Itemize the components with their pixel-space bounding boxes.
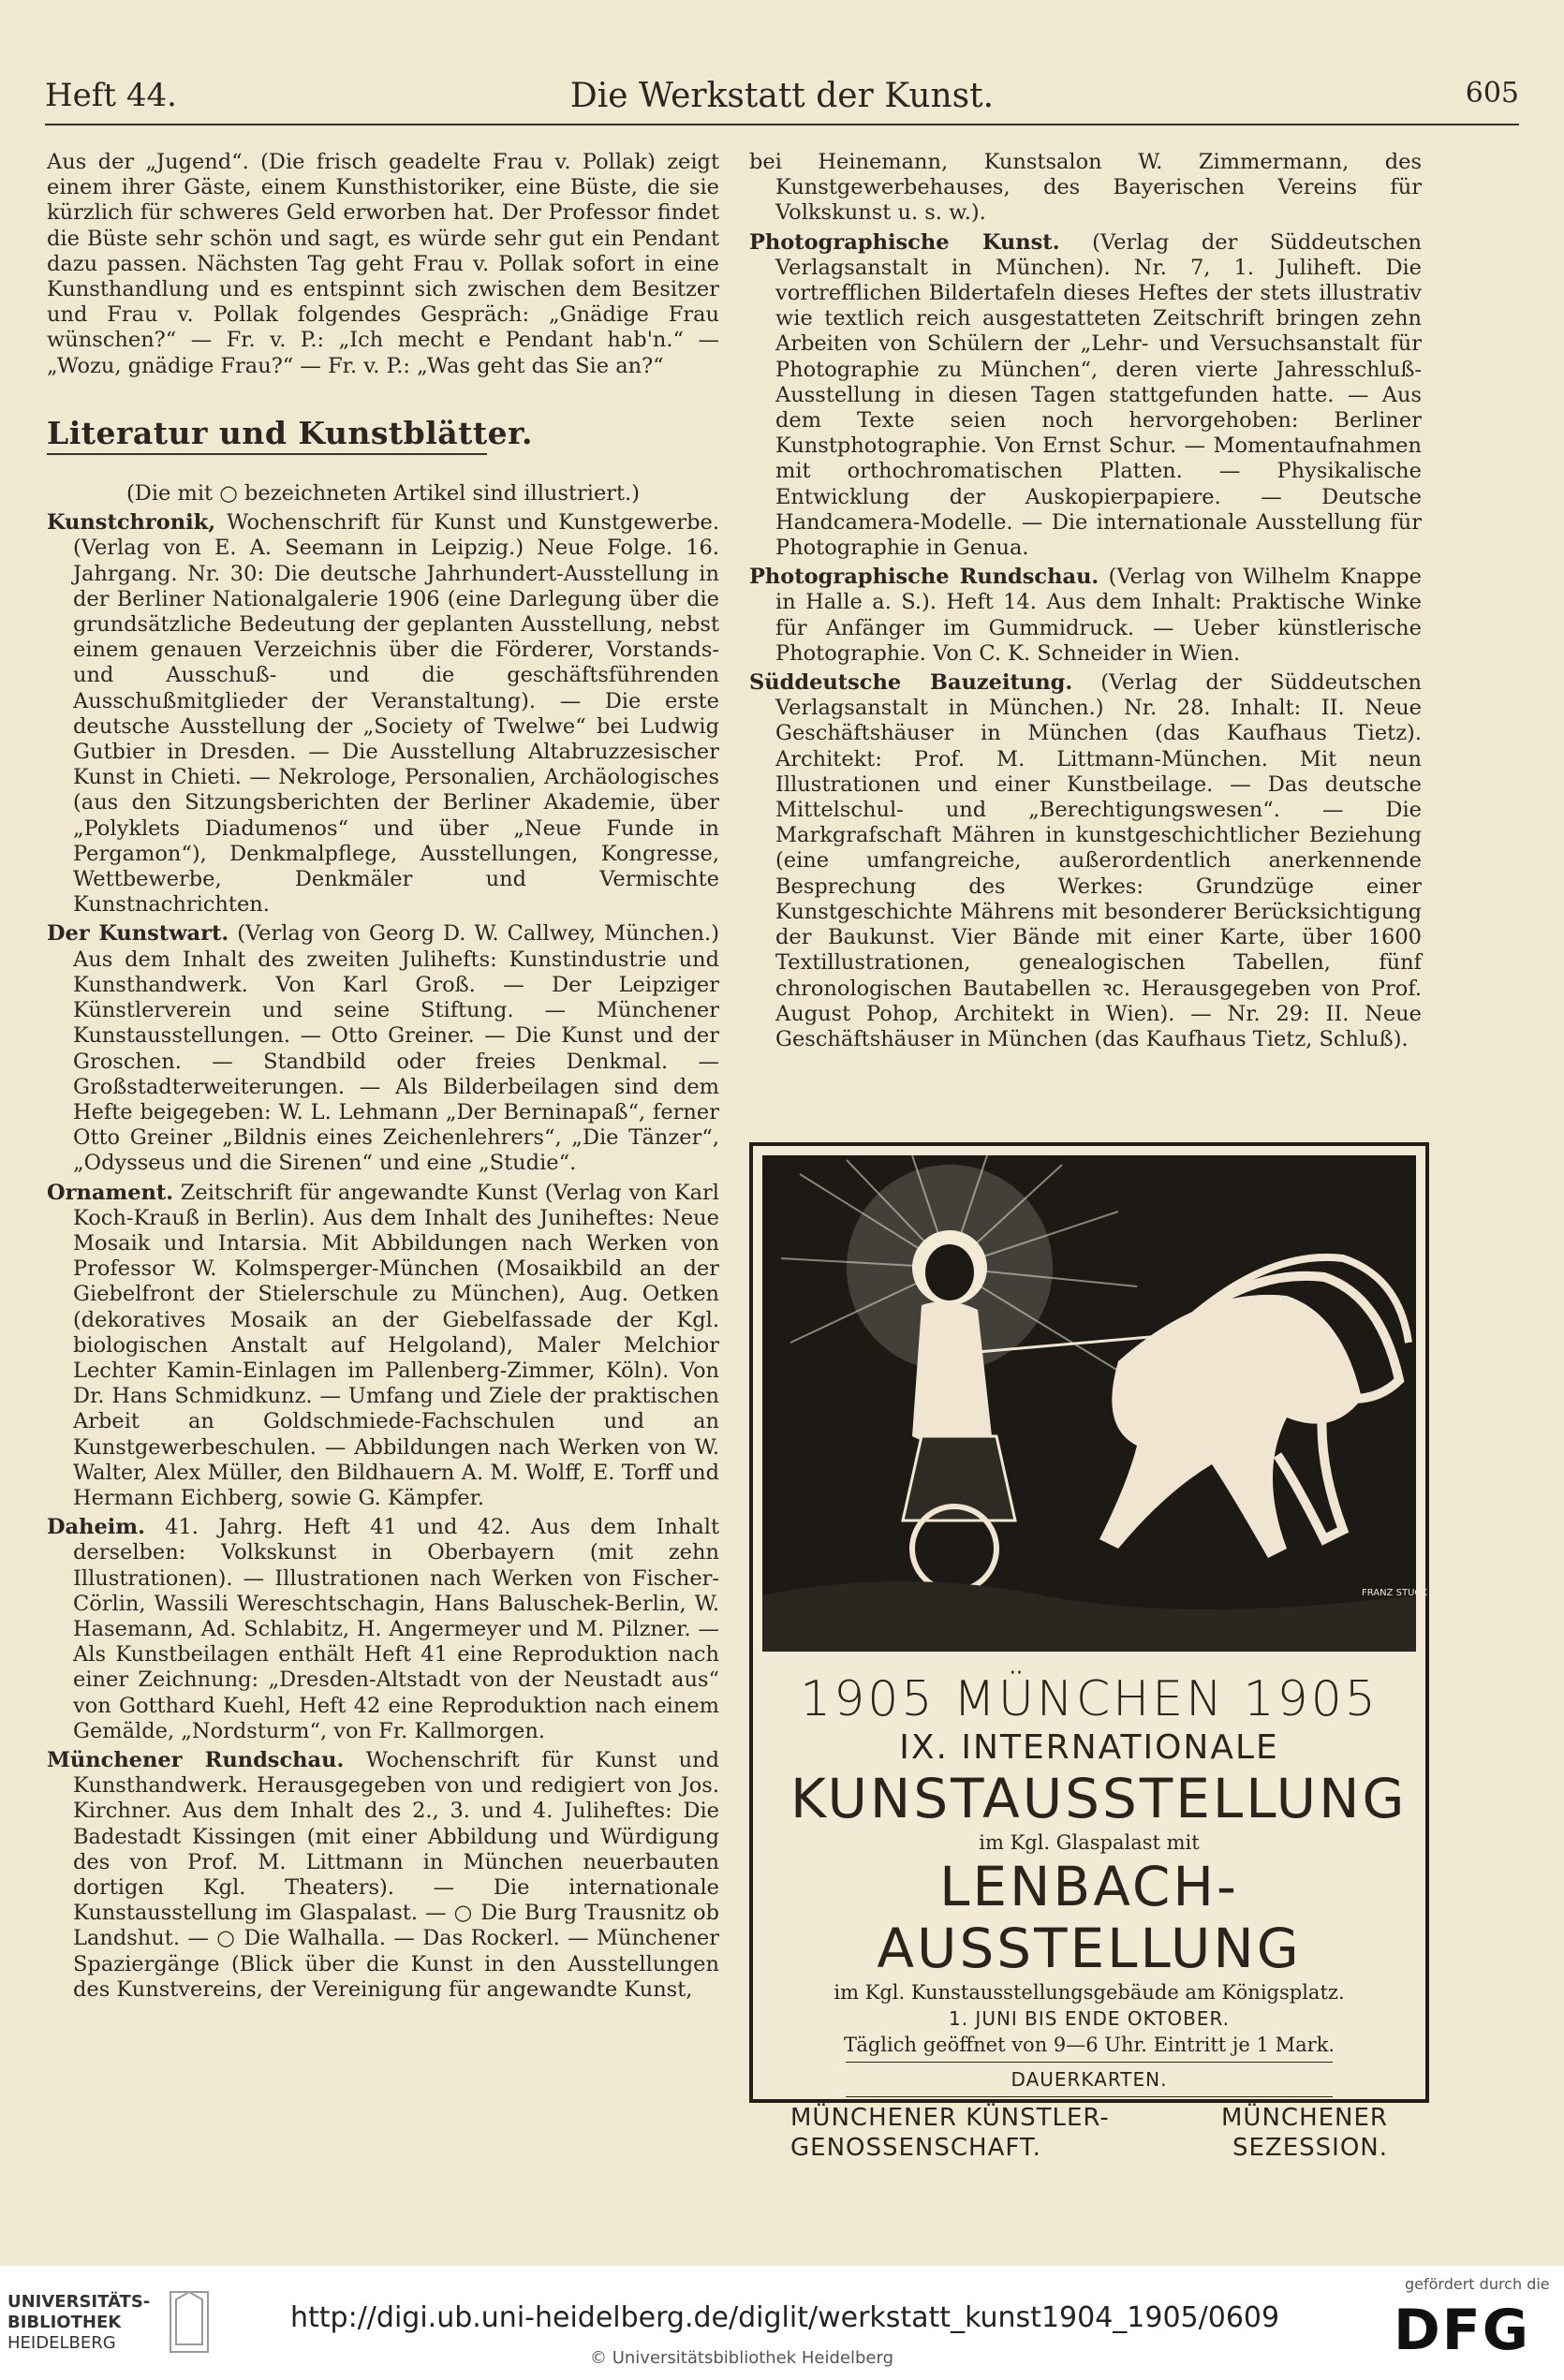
entry-daheim (47, 1515, 719, 1744)
entry-text: (Verlag von Wilhelm Knappe in Halle a. S.). Heft 14. Aus dem Inhalt: Praktische Winke für Anfänger im Gummidruck. — Ueber künstlerische Photographie. Von C. K. Schneider in Wien. (775, 565, 1422, 666)
section-title: Literatur und Kunstblätter. (47, 414, 533, 451)
poster-lenbach-title: LENBACH-AUSSTELLUNG (877, 1855, 1302, 1980)
poster-text (790, 1670, 1408, 2163)
entry-text: Wochenschrift für Kunst und Kunsthandwerk. Herausgegeben von und redigiert von Jos. Kirchner. Aus dem Inhalt des 2., 3. und 4. Juliheftes: Die Badestadt Kissingen (mit einer Abbildung und Würdigung des von Prof. M. Littmann in München neuerbauten dortigen Kgl. Theaters). — Die internationale Kunstausstellung im Glaspalast. — ○ Die Burg Trausnitz ob Landshut. — ○ Die Walhalla. — Das Rockerl. — Münchener Spaziergänge (Blick über die Kunst in den Ausstellungen des Kunstvereins, der Vereinigung für angewandte Kunst, (73, 1747, 719, 2002)
poster-rule (846, 2096, 1333, 2097)
entry-keyword: Der Kunstwart. (47, 921, 229, 947)
funder-label: gefördert durch die (1405, 2275, 1550, 2293)
chariot-illustration (762, 1155, 1427, 1652)
entry-text: 41. Jahrg. Heft 41 und 42. Aus dem Inhalt derselben: Volkskunst in Oberbayern (mit zehn Illustrationen). — Illustrationen nach Werken von Fischer-Cörlin, Wassili Wereschtschagin, Hans Baluschek-Berlin, W. Hasemann, Ad. Schlabitz, H. Angermeyer und M. Pilzner. — Als Kunstbeilagen enthält Heft 41 eine Reproduktion nach einer Zeichnung: „Dresden-Altstadt von der Neustadt aus“ von Gotthard Kuehl, Heft 42 eine Reproduktion nach einem Gemälde, „Nordsturm“, von Fr. Kallmorgen. (73, 1515, 719, 1743)
entry-sueddeutsche-bauzeitung (749, 670, 1422, 1052)
library-emblem-icon (167, 2288, 212, 2356)
journal-title: Die Werkstatt der Kunst. (569, 77, 995, 115)
permalink-url[interactable]: http://digi.ub.uni-heidelberg.de/diglit/werkstatt_kunst1904_1905/0609 (290, 2301, 1280, 2334)
poster-rule (846, 2062, 1333, 2063)
entry-text: (Verlag von Georg D. W. Callwey, München.) Aus dem Inhalt des zweiten Julihefts: Kunstindustrie und Kunsthandwerk. Von Karl Groß. — Der Leipziger Künstlerverein und seine Stiftung. — Münchener Kunstausstellungen. — Otto Greiner. — Die Kunst und der Groschen. — Standbild oder freies Denkmal. — Großstadterweiterungen. — Als Bilderbeilagen sind dem Hefte beigegeben: W. L. Lehmann „Der Berninapaß“, ferner Otto Greiner „Bildnis eines Zeichenlehrers“, „Die Tänzer“, „Odysseus und die Sirenen“ und eine „Studie“. (73, 921, 719, 1176)
issue-number: Heft 44. (45, 77, 177, 114)
poster-year-city: 1905 MÜNCHEN 1905 (800, 1671, 1379, 1727)
entry-text: (Verlag der Süddeutschen Verlagsanstalt in München.) Nr. 28. Inhalt: II. Neue Geschäftshäuser in München (das Kaufhaus Tietz). Architekt: Prof. M. Littmann-München. Mit neun Illustrationen und einer Kunstbeilage. — Das deutsche Mittelschul- und „Berechtigungswesen“. — Die Markgrafschaft Mähren in kunstgeschichtlicher Beziehung (eine umfangreiche, außerordentlich anerkennende Besprechung des Werkes: Grundzüge einer Kunstgeschichte Mährens mit besonderer Berücksichtigung der Baukunst. Vier Bände mit einer Karte, über 1600 Textillustrationen, genealogischen Tabellen, fünf chronologischen Bautabellen ꝛc. Herausgegeben von Prof. August Pohop, Architekt in Wien). — Nr. 29: II. Neue Geschäftshäuser in München (das Kaufhaus Tietz, Schluß). (775, 670, 1422, 1051)
entry-keyword: Ornament. (47, 1180, 174, 1205)
running-head (45, 77, 1519, 122)
entry-keyword: Kunstchronik, (47, 510, 216, 536)
right-column (749, 150, 1422, 1056)
entry-continuation: bei Heinemann, Kunstsalon W. Zimmermann, des Kunstgewerbehauses, des Bayerischen Vereins für Volkskunst u. s. w.). (749, 150, 1422, 226)
intro-anecdote: Aus der „Jugend“. (Die frisch geadelte Frau v. Pollak) zeigt einem ihrer Gäste, einem Kunsthistoriker, eine Büste, die sie kürzlich für schweres Geld erworben hat. Der Professor findet die Büste sehr schön und sagt, es würde sehr gut ein Pendant dazu passen. Nächsten Tag geht Frau v. Pollak sofort in eine Kunsthandlung und es entspinnt sich zwischen dem Besitzer und Frau v. Pollak folgendes Gespräch: „Gnädige Frau wünschen?“ — Fr. v. P.: „Ich mecht e Pendant hab'n.“ — „Wozu, gnädige Frau?“ — Fr. v. P.: „Was geht das Sie an?“ (47, 150, 719, 378)
left-column (47, 150, 719, 2006)
copyright-notice: © Universitätsbibliothek Heidelberg (590, 2348, 894, 2368)
library-logo-text (7, 2292, 150, 2354)
poster-edition: IX. INTERNATIONALE (899, 1728, 1279, 1767)
entry-kunstchronik (47, 510, 719, 918)
figure-head (925, 1244, 974, 1300)
artist-signature: FRANZ STUCK (1362, 1588, 1427, 1598)
digitization-footer (0, 2266, 1564, 2380)
entry-keyword: Photographische Kunst. (749, 229, 1060, 255)
poster-hours: Täglich geöffnet von 9—6 Uhr. Eintritt je 1 Mark. (843, 2034, 1335, 2056)
library-name-line3: HEIDELBERG (7, 2333, 116, 2353)
organizer-left: MÜNCHENER KÜNSTLER- GENOSSENSCHAFT. (790, 2104, 1110, 2162)
poster-illustration (762, 1155, 1427, 1652)
entry-keyword: Photographische Rundschau. (749, 565, 1099, 590)
entry-photographische-rundschau (749, 565, 1422, 667)
header-rule (45, 124, 1519, 125)
entry-photographische-kunst (749, 230, 1422, 562)
poster-lenbach-venue: im Kgl. Kunstausstellungsgebäude am Königsplatz. (834, 1981, 1345, 2004)
entry-keyword: Süddeutsche Bauzeitung. (749, 670, 1073, 696)
library-name-line1: UNIVERSITÄTS- (7, 2292, 151, 2312)
entry-ornament (47, 1181, 719, 1512)
entry-kunstwart (47, 921, 719, 1176)
dfg-logo: DFG (1394, 2298, 1531, 2363)
poster-dates: 1. JUNI BIS ENDE OKTOBER. (948, 2007, 1231, 2030)
entry-text: Zeitschrift für angewandte Kunst (Verlag von Karl Koch-Krauß in Berlin). Aus dem Inhalt des Juniheftes: Neue Mosaik und Intarsia. Mit Abbildungen nach Werken von Professor W. Kolmsperger-München (Mosaikbild an der Giebelfront der Stielerschule zu München), Aug. Oetken (dekoratives Mosaik an der Giebelfassade der Kgl. biologischen Anstalt auf Helgoland), Maler Melchior Lechter Kamin-Einlagen im Pallenberg-Zimmer, Köln). Von Dr. Hans Schmidkunz. — Umfang und Ziele der praktischen Arbeit an Goldschmiede-Fachschulen und an Kunstgewerbeschulen. — Abbildungen nach Werken von W. Walter, Alex Müller, den Bildhauern A. M. Wolff, E. Torff und Hermann Eichberg, sowie G. Kämpfer. (73, 1180, 719, 1510)
entry-muenchener-rundschau (47, 1748, 719, 2003)
entry-text: Wochenschrift für Kunst und Kunstgewerbe. (Verlag von E. A. Seemann in Leipzig.) Neue Folge. 16. Jahrgang. Nr. 30: Die deutsche Jahrhundert-Ausstellung in der Berliner Nationalgalerie 1906 (eine Darlegung über die grundsätzliche Bedeutung der geplanten Ausstellung, nebst einem genauen Verzeichnis über die Förderer, Vorstands- und Ausschuß- und die geschäftsführenden Ausschußmitglieder der Veranstaltung). — Die erste deutsche Ausstellung der „Society of Twelwe“ bei Ludwig Gutbier in Dresden. — Die Ausstellung Altabruzzesischer Kunst in Chieti. — Nekrologe, Personalien, Archäologisches (aus den Sitzungsberichten der Berliner Akademie, über „Polyklets Diadumenos“ und über „Neue Funde in Pergamon“), Denkmalpflege, Ausstellungen, Kongresse, Wettbewerbe, Denkmäler und Vermischte Kunstnachrichten. (73, 510, 719, 918)
section-rule (47, 453, 487, 455)
exhibition-poster (749, 1142, 1429, 2162)
poster-tickets: DAUERKARTEN. (1011, 2068, 1168, 2091)
entry-keyword: Daheim. (47, 1515, 145, 1540)
entry-keyword: Münchener Rundschau. (47, 1747, 345, 1772)
illustration-note: (Die mit ○ bezeichneten Artikel sind illustriert.) (126, 481, 640, 507)
page-number: 605 (1465, 77, 1519, 110)
organizer-right: MÜNCHENER SEZESSION. (1221, 2104, 1388, 2162)
poster-exhibition-title: KUNSTAUSSTELLUNG (790, 1767, 1408, 1830)
poster-venue: im Kgl. Glaspalast mit (979, 1831, 1200, 1854)
library-name-line2: BIBLIOTHEK (7, 2313, 122, 2332)
poster-organizers (790, 2103, 1388, 2163)
entry-text: (Verlag der Süddeutschen Verlagsanstalt in München). Nr. 7, 1. Juliheft. Die vortrefflichen Bildertafeln dieses Heftes der stets illustrativ wie textlich reich ausgestatteten Zeitschrift bringen zehn Arbeiten von Schülern der „Lehr- und Versuchsanstalt für Photographie zu München“, deren vierte Jahresschluß-Ausstellung in diesen Tagen stattgefunden hatte. — Aus dem Texte seien noch hervorgehoben: Berliner Kunstphotographie. Von Ernst Schur. — Momentaufnahmen mit orthochromatischen Platten. — Physikalische Entwicklung der Auskopierpapiere. — Deutsche Handcamera-Modelle. — Die internationale Ausstellung für Photographie in Genua. (775, 229, 1422, 561)
